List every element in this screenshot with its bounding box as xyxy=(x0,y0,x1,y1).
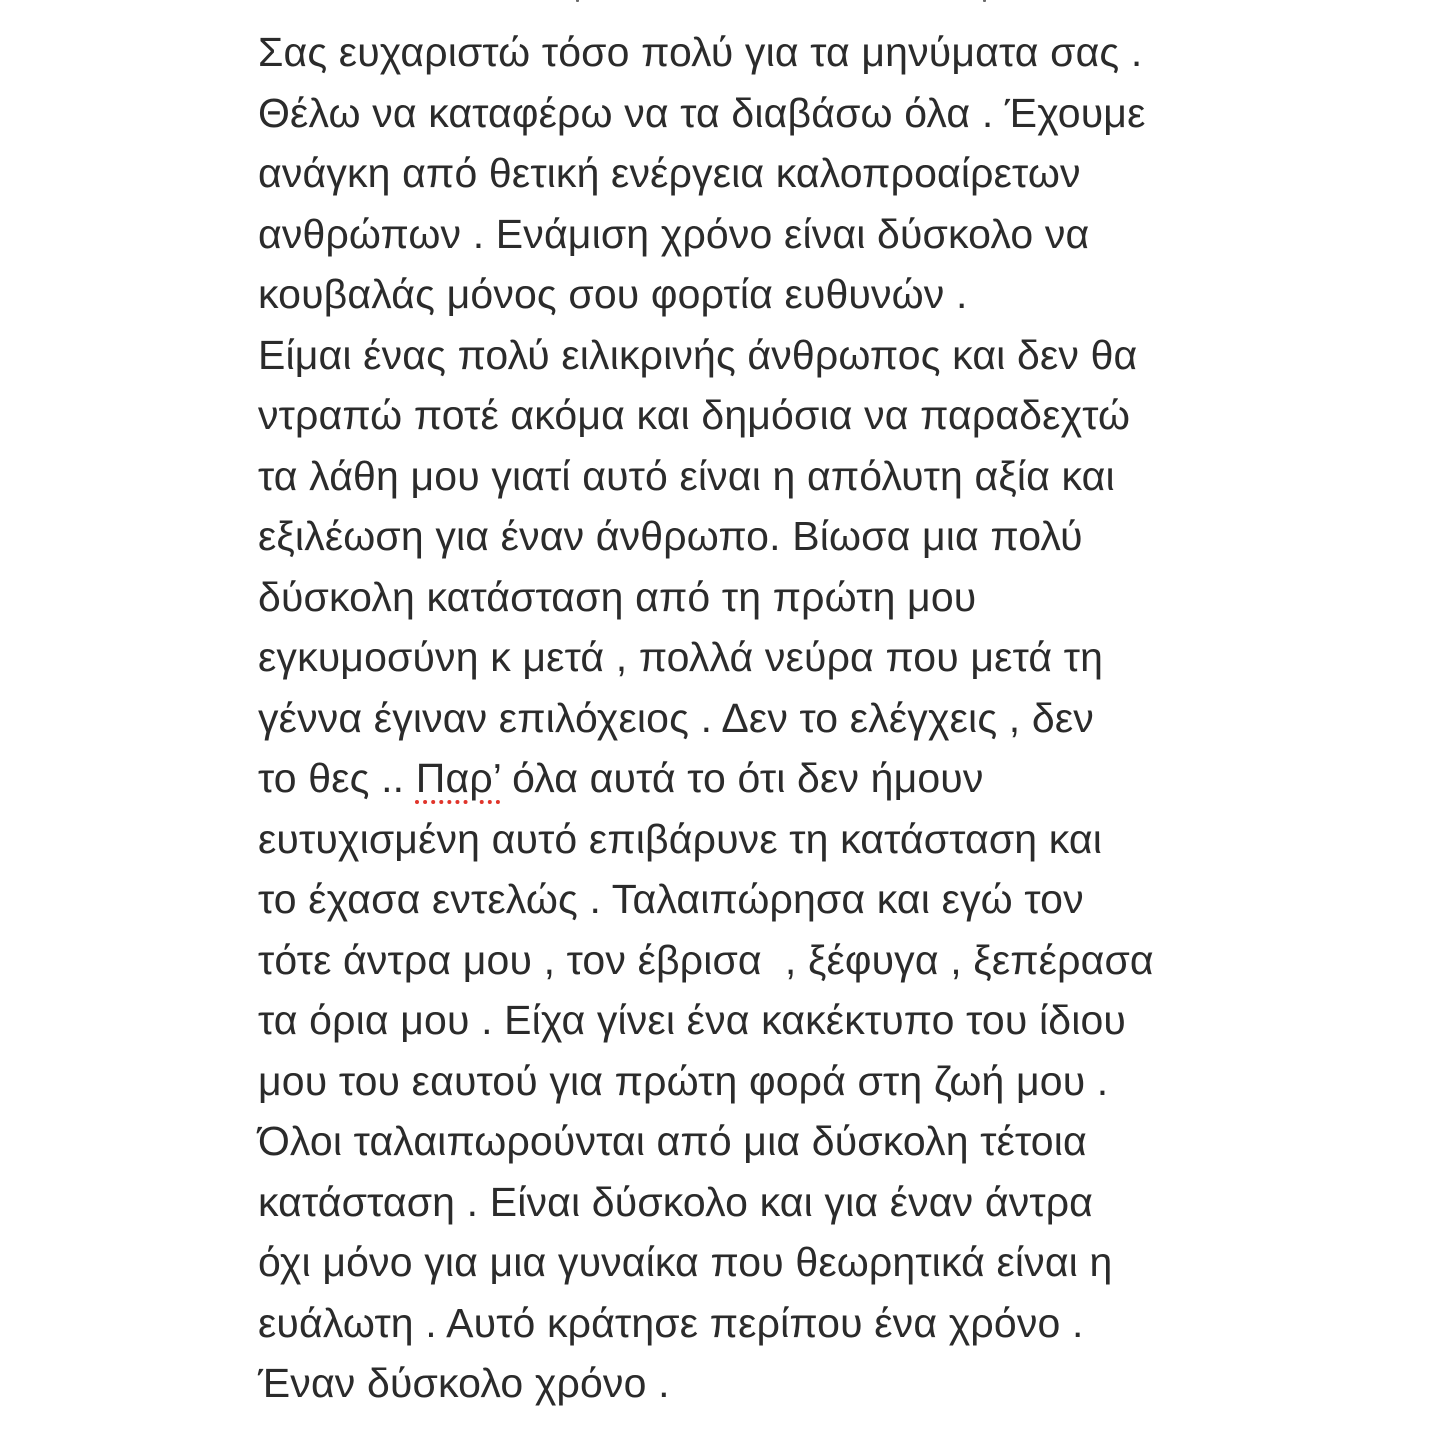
note-line: τα όρια μου . Είχα γίνει ένα κακέκτυπο του ίδιου xyxy=(258,997,1126,1043)
note-line: γέννα έγιναν επιλόχειος . Δεν το ελέγχεις , δεν xyxy=(258,694,1094,741)
note-line: τότε άντρα μου , τον έβρισα , ξέφυγα , ξεπέρασα xyxy=(258,936,1154,983)
cropped-text-remnant xyxy=(572,0,992,4)
note-line: Όλοι ταλαιπωρούνται από μια δύσκολη τέτοια xyxy=(258,1118,1087,1164)
note-line xyxy=(258,748,1218,809)
note-line-segment: όλα αυτά το ότι δεν ήμουν xyxy=(500,755,984,801)
note-line: ευτυχισμένη αυτό επιβάρυνε τη κατάσταση και xyxy=(258,815,1103,862)
note-line-segment: το θες .. xyxy=(258,755,416,801)
note-line: μου του εαυτού για πρώτη φορά στη ζωή μου . xyxy=(258,1057,1109,1104)
note-line: ανθρώπων . Ενάμιση χρόνο είναι δύσκολο να xyxy=(258,210,1090,257)
note-line: ευάλωτη . Αυτό κράτησε περίπου ένα χρόνο . xyxy=(258,1299,1084,1346)
note-line: Είμαι ένας πολύ ειλικρινής άνθρωπος και δεν θα xyxy=(258,331,1138,378)
note-line: κατάσταση . Είναι δύσκολο και για έναν άντρα xyxy=(258,1178,1094,1225)
note-line: τα λάθη μου γιατί αυτό είναι η απόλυτη αξία και xyxy=(258,452,1115,499)
note-line: δύσκολη κατάσταση από τη πρώτη μου xyxy=(258,573,977,620)
note-line: εξιλέωση για έναν άνθρωπο. Βίωσα μια πολύ xyxy=(258,513,1083,559)
note-line: ανάγκη από θετική ενέργεια καλοπροαίρετων xyxy=(258,150,1081,196)
note-line: Σας ευχαριστώ τόσο πολύ για τα μηνύματα σας . xyxy=(258,29,1143,75)
note-line: Θέλω να καταφέρω να τα διαβάσω όλα . Έχουμε xyxy=(258,89,1146,136)
note-line: εγκυμοσύνη κ μετά , πολλά νεύρα που μετά τη xyxy=(258,634,1104,680)
note-line: το έχασα εντελώς . Ταλαιπώρησα και εγώ τον xyxy=(258,876,1084,922)
note-line: κουβαλάς μόνος σου φορτία ευθυνών . xyxy=(258,271,968,317)
spellcheck-flagged-word[interactable]: Παρ’ xyxy=(415,755,501,801)
note-body[interactable] xyxy=(258,22,1218,1414)
note-line: όχι μόνο για μια γυναίκα που θεωρητικά είναι η xyxy=(258,1239,1113,1285)
note-line: ντραπώ ποτέ ακόμα και δημόσια να παραδεχτώ xyxy=(258,392,1131,438)
note-line: Έναν δύσκολο χρόνο . xyxy=(258,1360,670,1406)
